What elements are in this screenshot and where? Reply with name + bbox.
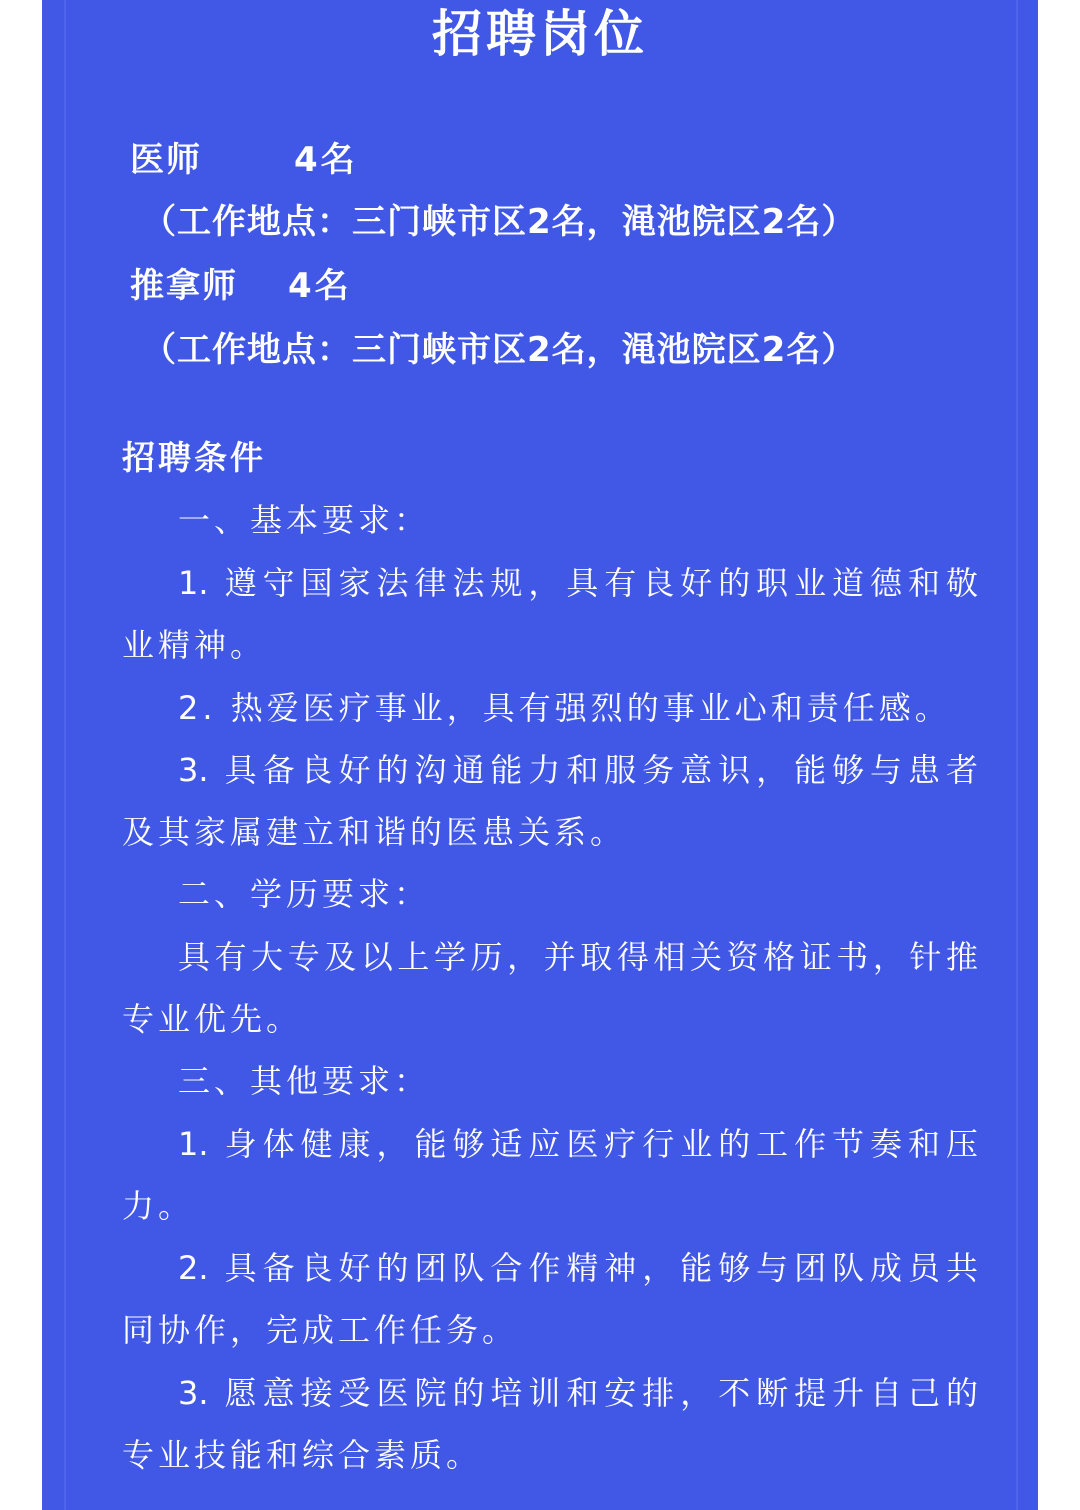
position-row-massage-therapist bbox=[130, 264, 352, 308]
other-item-2-line-1: 2. 具备良好的团队合作精神，能够与团队成员共 bbox=[178, 1249, 978, 1287]
basic-item-2: 2. 热爱医疗事业，具有强烈的事业心和责任感。 bbox=[178, 689, 951, 727]
education-text-line-2: 专业优先。 bbox=[122, 1000, 303, 1038]
panel-border-left bbox=[64, 0, 66, 1510]
other-item-1-line-2: 力。 bbox=[122, 1187, 195, 1225]
position-name: 推拿师 bbox=[130, 266, 238, 306]
basic-item-3-line-1: 3. 具备良好的沟通能力和服务意识，能够与患者 bbox=[178, 751, 978, 789]
other-item-3-line-1: 3. 愿意接受医院的培训和安排，不断提升自己的 bbox=[178, 1374, 978, 1412]
position-name: 医师 bbox=[130, 140, 202, 180]
basic-item-1-line-1: 1. 遵守国家法律法规，具有良好的职业道德和敬 bbox=[178, 564, 978, 602]
basic-item-1-line-2: 业精神。 bbox=[122, 626, 267, 664]
other-item-3-line-2: 专业技能和综合素质。 bbox=[122, 1436, 483, 1474]
position-row-doctor bbox=[130, 138, 358, 182]
education-text-line-1: 具有大专及以上学历，并取得相关资格证书，针推 bbox=[178, 938, 978, 976]
page-title: 招聘岗位 bbox=[432, 5, 648, 63]
education-requirements-heading: 二、学历要求： bbox=[178, 875, 431, 913]
position-count: 4名 bbox=[288, 266, 352, 306]
basic-item-3-line-2: 及其家属建立和谐的医患关系。 bbox=[122, 813, 627, 851]
position-location: （工作地点：三门峡市区2名，渑池院区2名） bbox=[142, 330, 857, 370]
other-requirements-heading: 三、其他要求： bbox=[178, 1062, 431, 1100]
position-count: 4名 bbox=[294, 140, 358, 180]
other-item-1-line-1: 1. 身体健康，能够适应医疗行业的工作节奏和压 bbox=[178, 1125, 978, 1163]
conditions-heading: 招聘条件 bbox=[122, 438, 266, 477]
position-location: （工作地点：三门峡市区2名，渑池院区2名） bbox=[142, 202, 857, 242]
other-item-2-line-2: 同协作，完成工作任务。 bbox=[122, 1311, 519, 1349]
basic-requirements-heading: 一、基本要求： bbox=[178, 501, 431, 539]
panel-border-right bbox=[1016, 0, 1018, 1510]
